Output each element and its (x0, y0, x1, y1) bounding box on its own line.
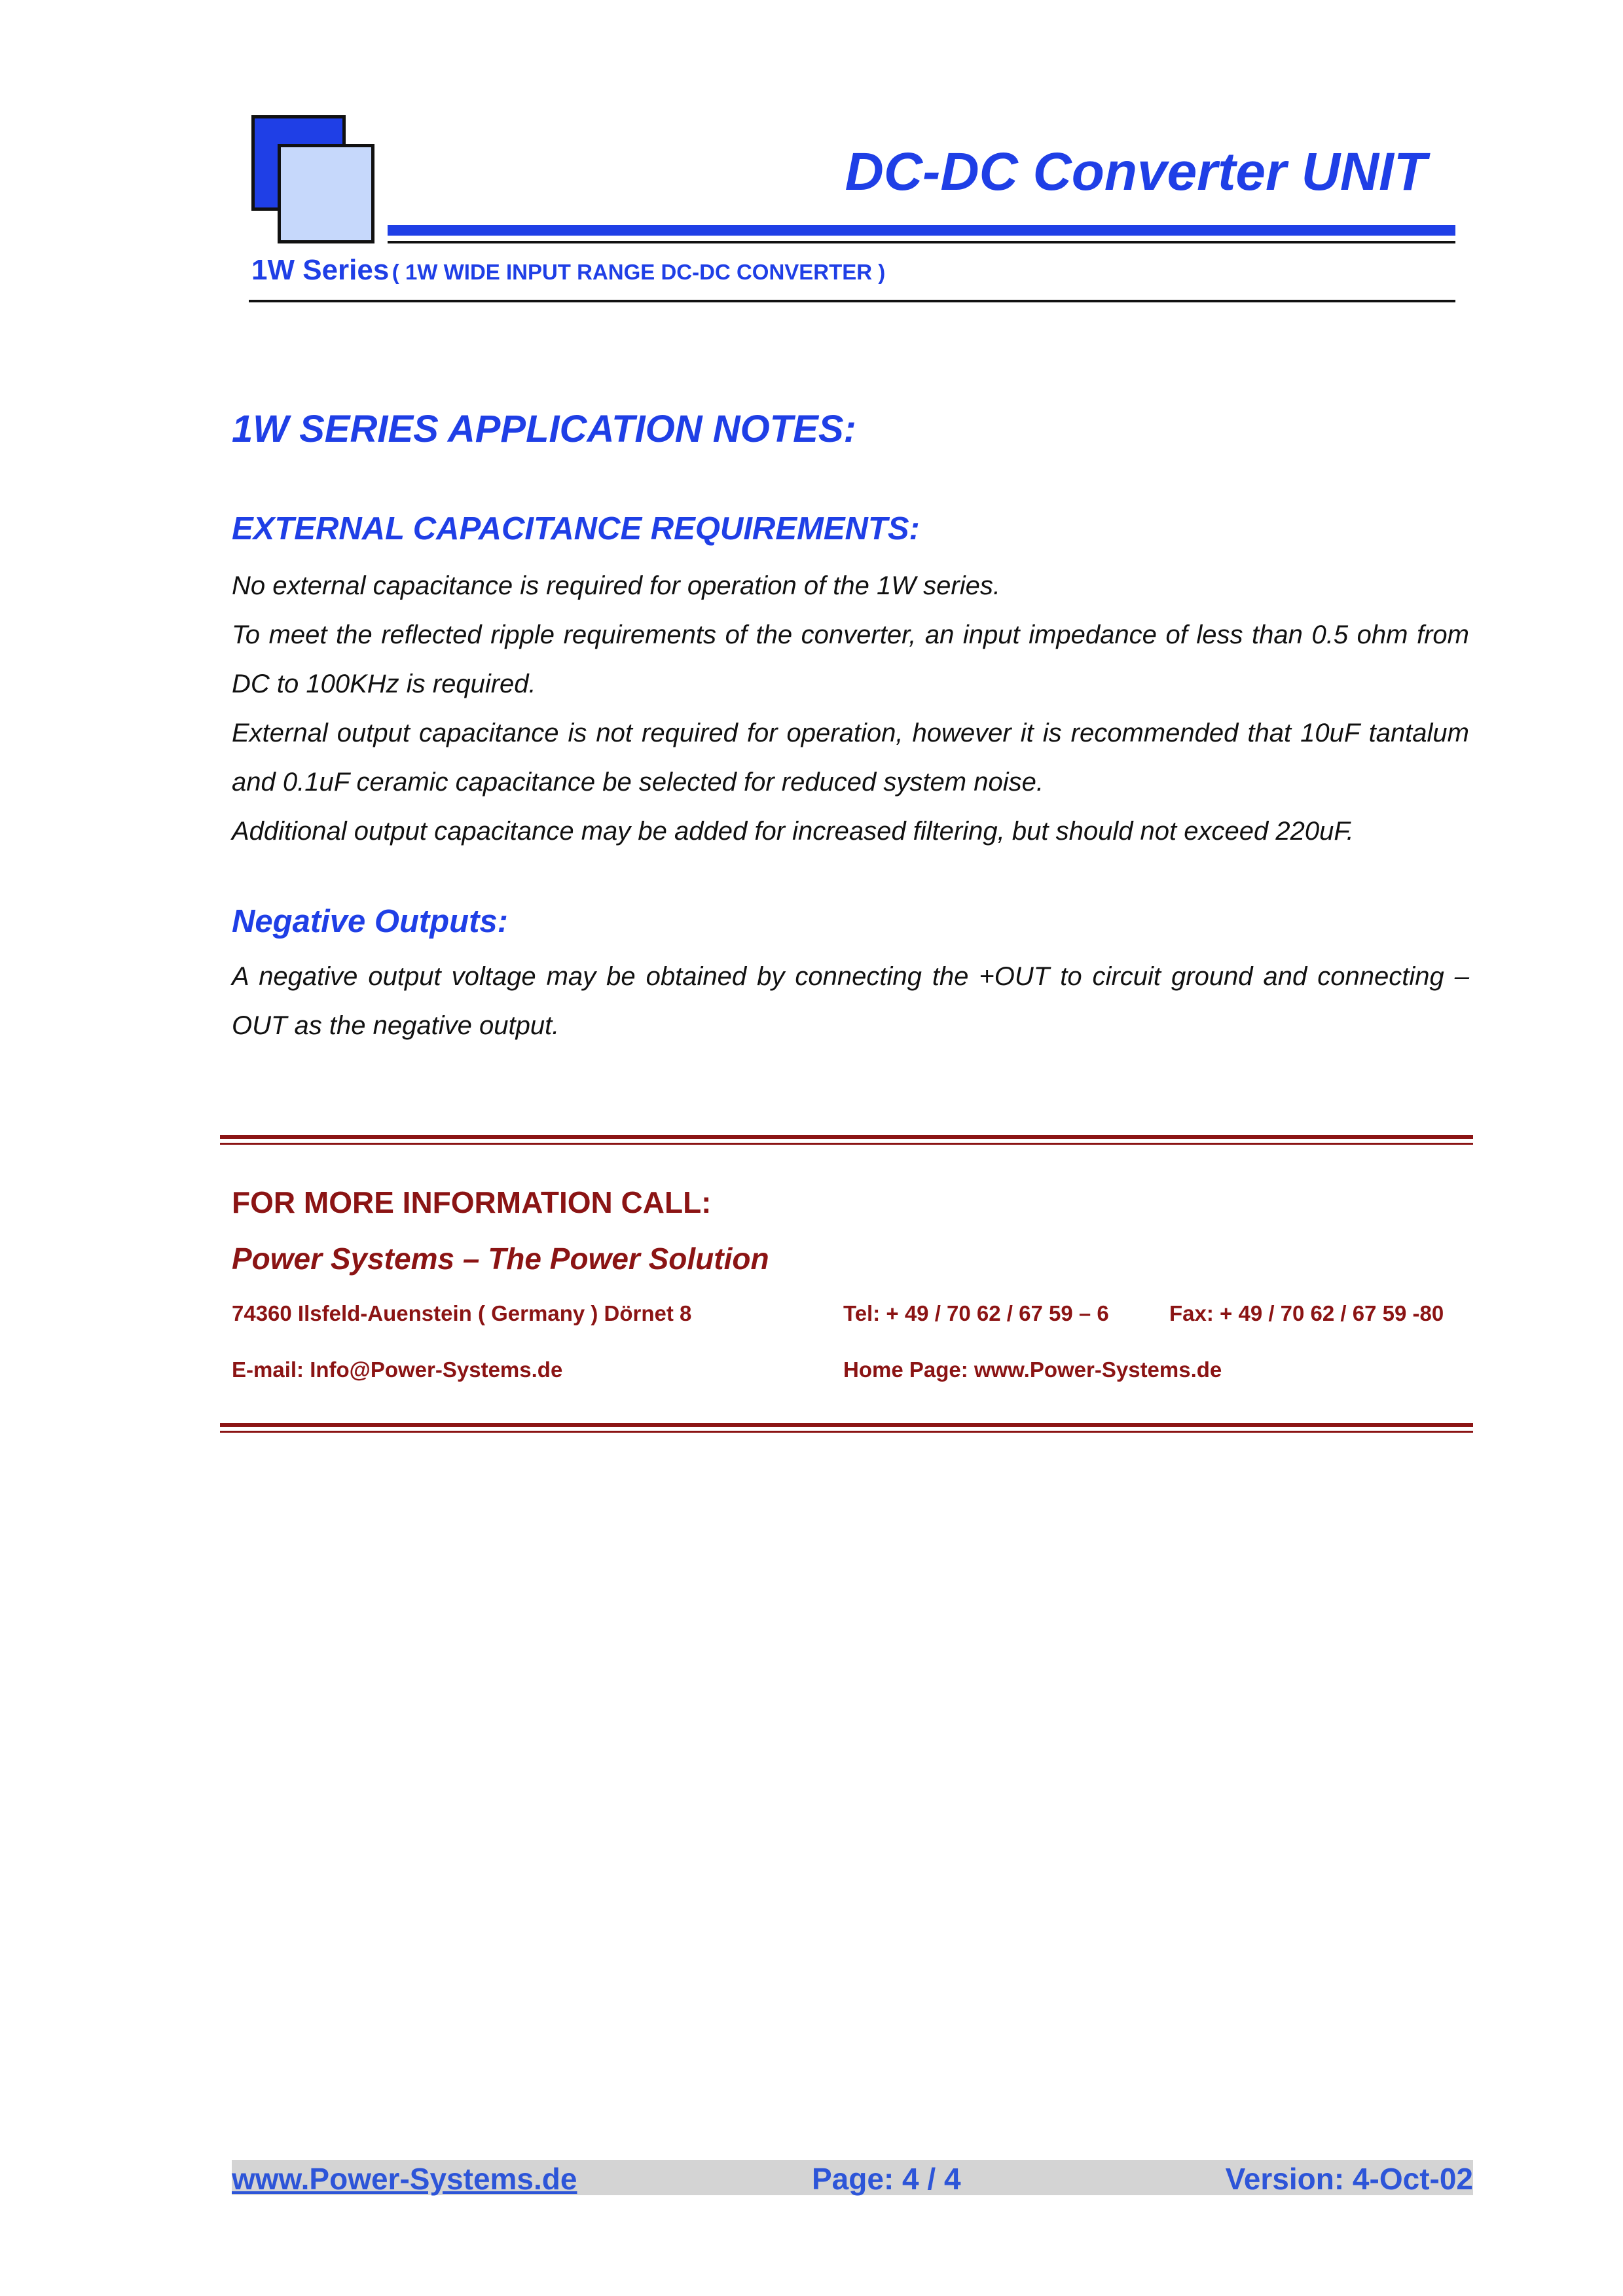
paragraph: A negative output voltage may be obtained by connecting the +OUT to circuit ground and connecting –OUT as the negative output. (232, 962, 1469, 1040)
contact-homepage[interactable]: Home Page: www.Power-Systems.de (843, 1357, 1222, 1382)
paragraph: External output capacitance is not required for operation, however it is recommended that 10uF tantalum and 0.1uF ceramic capacitance be selected for reduced system noise. (232, 719, 1469, 797)
page-title: 1W SERIES APPLICATION NOTES: (232, 408, 856, 450)
contact-fax: Fax: + 49 / 70 62 / 67 59 -80 (1169, 1301, 1444, 1325)
contact-heading: FOR MORE INFORMATION CALL: (232, 1185, 712, 1219)
paragraph: Additional output capacitance may be added for increased filtering, but should not exceed 220uF. (232, 817, 1354, 846)
series-name: 1W Series (251, 254, 390, 286)
paragraph: No external capacitance is required for operation of the 1W series. (232, 571, 1000, 600)
section-heading-negative-outputs: Negative Outputs: (232, 904, 508, 939)
contact-top-rule (220, 1135, 1473, 1139)
contact-address: 74360 Ilsfeld-Auenstein ( Germany ) Dörnet 8 (232, 1301, 692, 1325)
company-tagline: Power Systems – The Power Solution (232, 1242, 769, 1276)
footer-version: Version: 4-Oct-02 (1225, 2162, 1473, 2196)
document-title: DC-DC Converter UNIT (845, 142, 1427, 202)
footer-page-number: Page: 4 / 4 (812, 2162, 961, 2196)
section-body-capacitance (232, 562, 1469, 856)
contact-email[interactable]: E-mail: Info@Power-Systems.de (232, 1357, 563, 1382)
header-blue-bar (388, 225, 1455, 236)
footer-website-link[interactable]: www.Power-Systems.de (232, 2162, 577, 2196)
contact-bottom-rule-thin (220, 1431, 1473, 1433)
header-divider (249, 300, 1455, 302)
section-heading-capacitance: EXTERNAL CAPACITANCE REQUIREMENTS: (232, 511, 920, 547)
section-body-negative-outputs (232, 952, 1469, 1050)
contact-bottom-rule (220, 1423, 1473, 1427)
series-subtitle (251, 254, 885, 287)
contact-top-rule-thin (220, 1143, 1473, 1145)
logo-square-light (278, 144, 374, 243)
header-black-line (388, 241, 1455, 243)
contact-tel: Tel: + 49 / 70 62 / 67 59 – 6 (843, 1301, 1109, 1325)
paragraph: To meet the reflected ripple requirements of the converter, an input impedance of less than 0.5 ohm from DC to 100KHz is required. (232, 620, 1469, 698)
series-description: ( 1W WIDE INPUT RANGE DC-DC CONVERTER ) (392, 260, 886, 284)
